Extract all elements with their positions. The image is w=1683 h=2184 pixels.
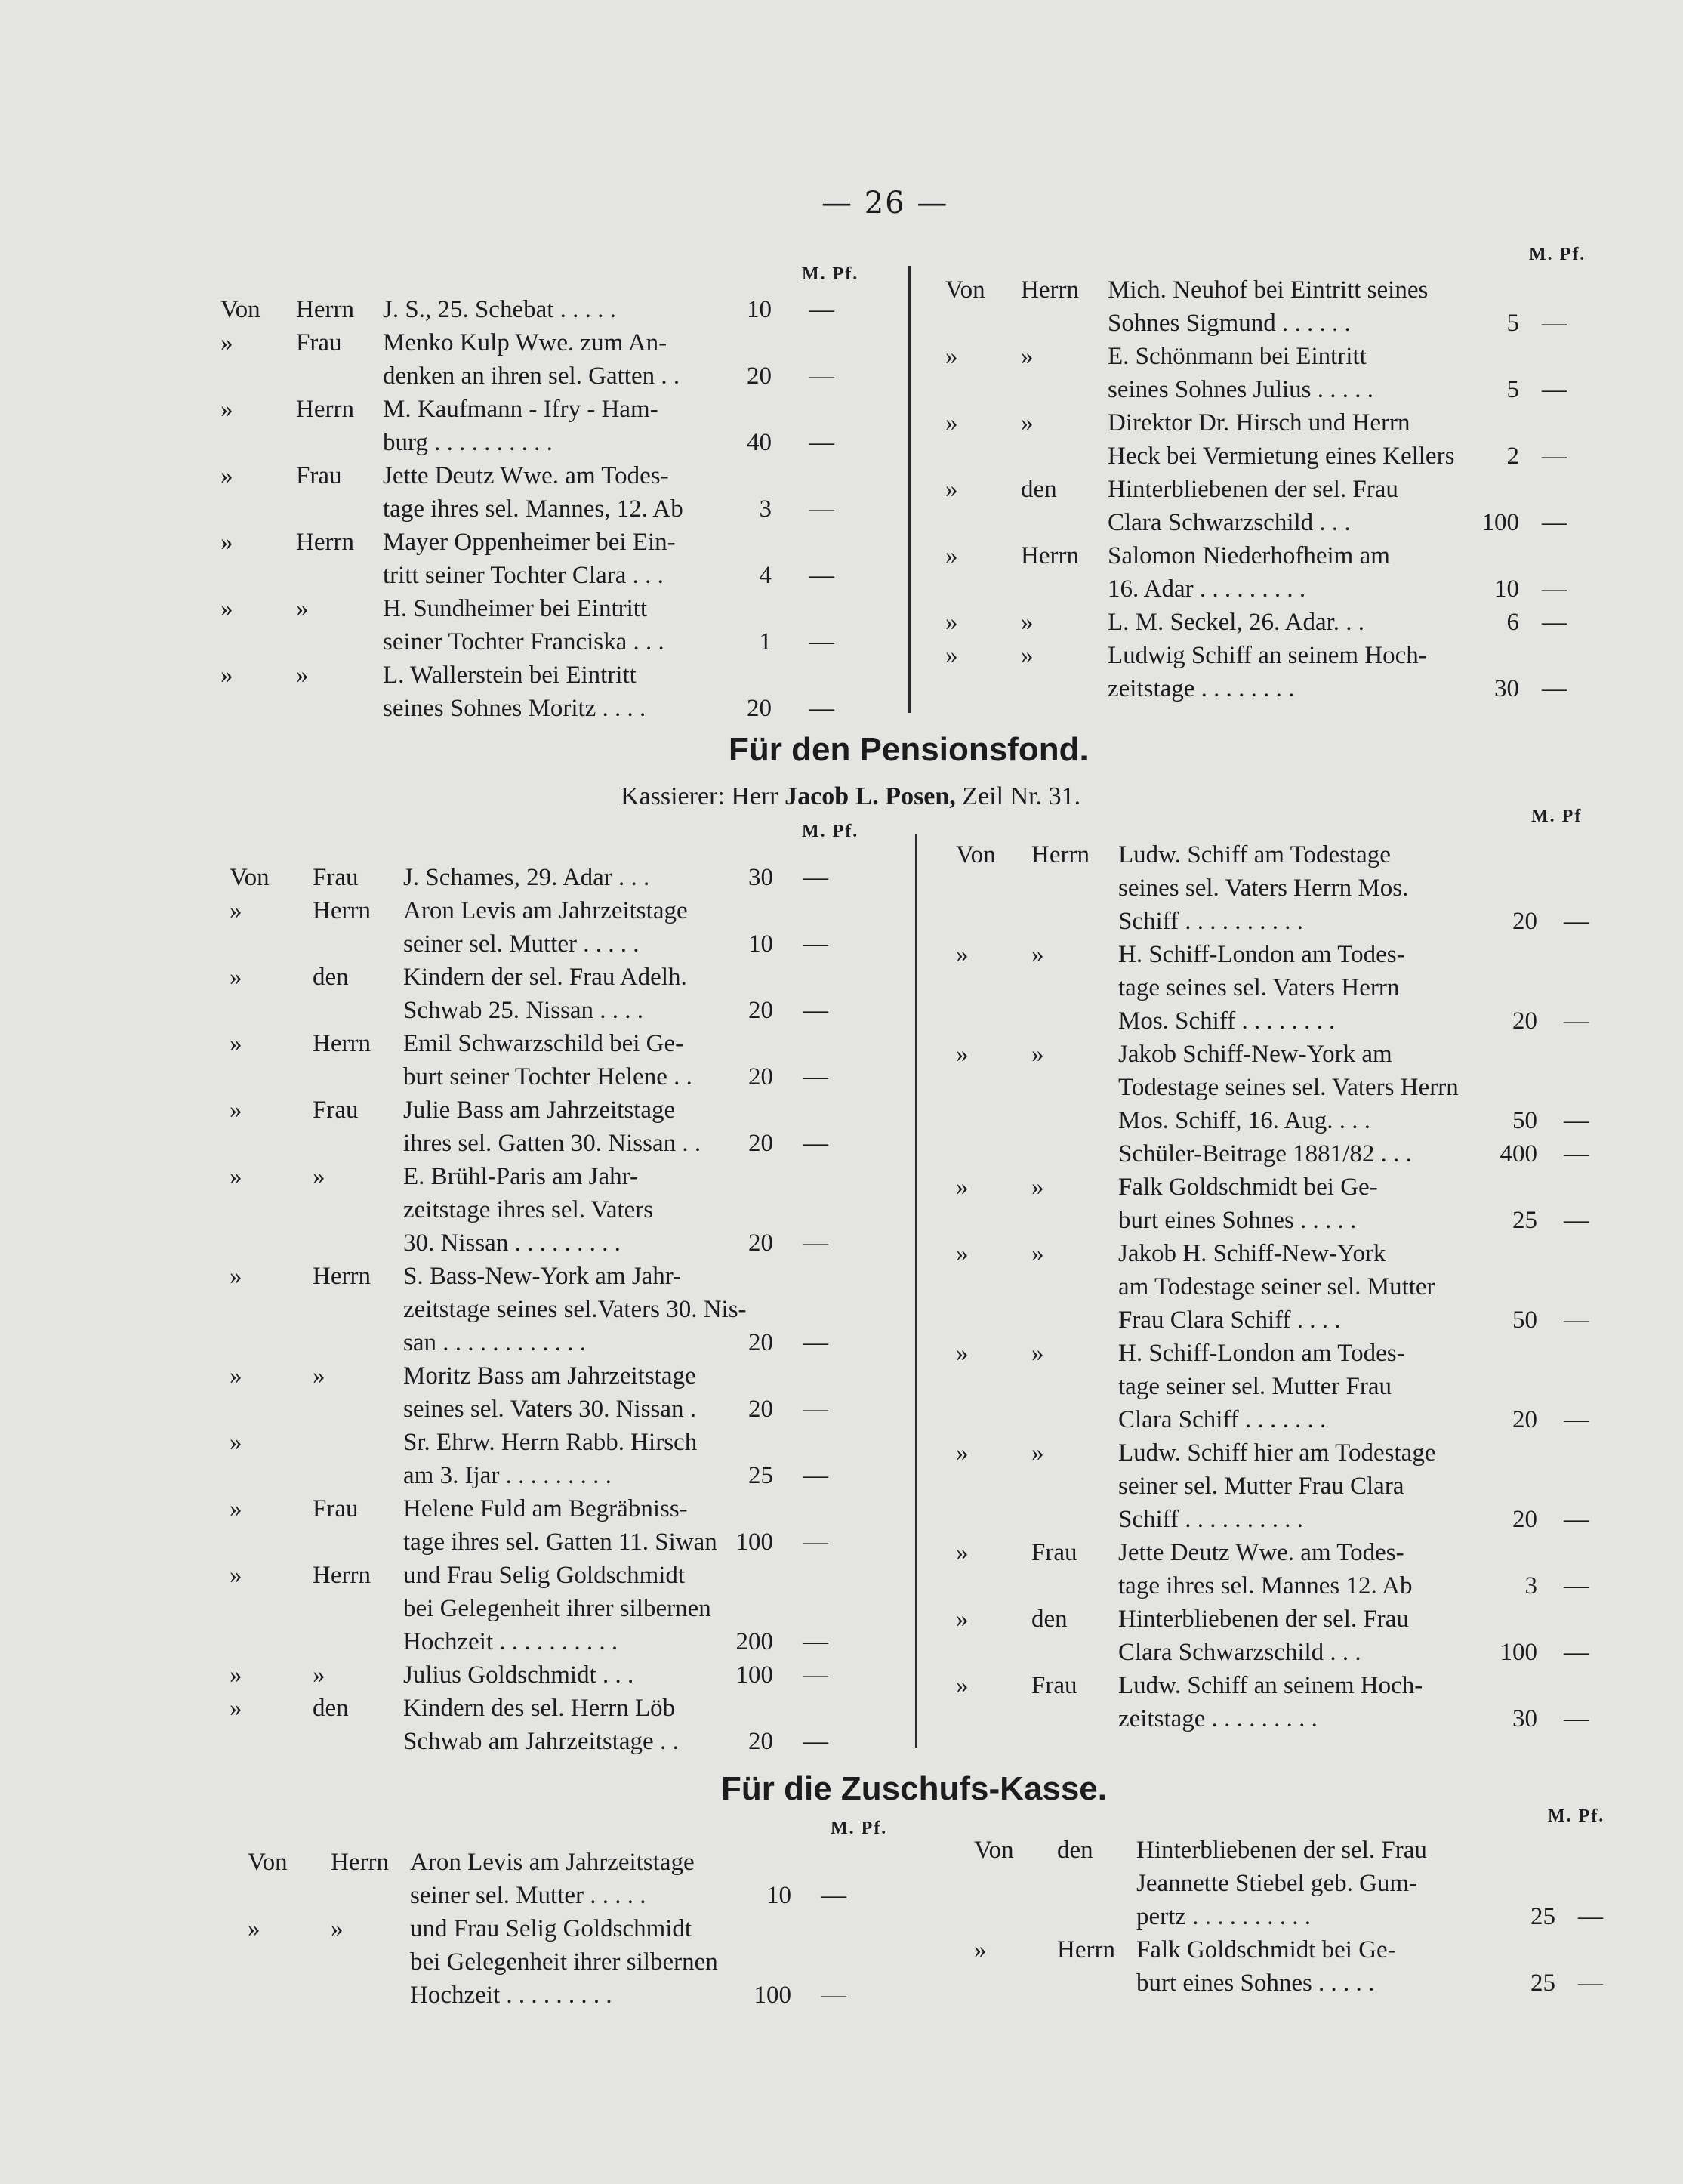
entry-pfennig-dash: — <box>1578 1970 1603 1997</box>
entry-prefix: » <box>230 1263 242 1290</box>
entry-text: Clara Schwarzschild . . . <box>1108 509 1351 536</box>
entry-amount: 20 <box>748 1130 773 1157</box>
entry-text: seines Sohnes Julius . . . . . <box>1108 376 1374 403</box>
entry-text: Sr. Ehrw. Herrn Rabb. Hirsch <box>403 1429 698 1456</box>
entry-pfennig-dash: — <box>1542 443 1567 470</box>
entry-title: » <box>313 1362 325 1390</box>
entry-amount: 20 <box>747 362 772 390</box>
entry-amount: 30 <box>1512 1705 1537 1732</box>
entry-amount: 30 <box>1494 675 1519 702</box>
entry-pfennig-dash: — <box>1564 1572 1589 1599</box>
entry-prefix: » <box>945 542 958 569</box>
entry-text: am 3. Ijar . . . . . . . . . <box>403 1462 612 1489</box>
entry-text: bei Gelegenheit ihrer silbernen <box>410 1948 718 1976</box>
entry-text: 30. Nissan . . . . . . . . . <box>403 1229 621 1257</box>
entry-text: Moritz Bass am Jahrzeitstage <box>403 1362 696 1390</box>
entry-text: san . . . . . . . . . . . . <box>403 1329 586 1356</box>
entry-amount: 25 <box>1530 1903 1555 1930</box>
entry-text: Frau Clara Schiff . . . . <box>1118 1306 1341 1334</box>
entry-amount: 100 <box>735 1661 773 1689</box>
entry-prefix: » <box>956 941 969 968</box>
entry-text: tage seiner sel. Mutter Frau <box>1118 1373 1392 1400</box>
entry-text: tage ihres sel. Gatten 11. Siwan <box>403 1528 717 1556</box>
cashier-name: Jacob L. Posen, <box>784 782 956 810</box>
entry-title: » <box>1021 343 1034 370</box>
entry-pfennig-dash: — <box>1564 1306 1589 1334</box>
entry-amount: 3 <box>1524 1572 1537 1599</box>
entry-text: Falk Goldschmidt bei Ge- <box>1136 1936 1396 1963</box>
entry-pfennig-dash: — <box>803 1528 828 1556</box>
entry-amount: 25 <box>1512 1207 1537 1234</box>
entry-prefix: » <box>230 1362 242 1390</box>
entry-prefix: Von <box>220 296 260 323</box>
entry-title: Herrn <box>296 529 354 556</box>
entry-amount: 20 <box>1512 1007 1537 1035</box>
entry-title: » <box>331 1915 344 1942</box>
entry-amount: 2 <box>1506 443 1519 470</box>
entry-text: 16. Adar . . . . . . . . . <box>1108 575 1306 603</box>
entry-pfennig-dash: — <box>1542 509 1567 536</box>
entry-prefix: Von <box>945 276 985 304</box>
entry-pfennig-dash: — <box>803 1063 828 1090</box>
entry-text: Ludw. Schiff am Todestage <box>1118 841 1391 868</box>
entry-text: zeitstage ihres sel. Vaters <box>403 1196 654 1223</box>
entry-prefix: » <box>220 662 233 689</box>
entry-title: » <box>296 595 309 622</box>
entry-prefix: Von <box>248 1849 288 1876</box>
entry-text: E. Schönmann bei Eintritt <box>1108 343 1367 370</box>
entry-text: H. Sundheimer bei Eintritt <box>383 595 648 622</box>
entry-prefix: » <box>230 1695 242 1722</box>
entry-amount: 1 <box>759 628 772 656</box>
entry-amount: 20 <box>748 1728 773 1755</box>
entry-pfennig-dash: — <box>1564 1007 1589 1035</box>
entry-pfennig-dash: — <box>803 864 828 891</box>
entry-text: Heck bei Vermietung eines Kellers <box>1108 443 1455 470</box>
column-divider-top <box>908 266 911 713</box>
entry-amount: 25 <box>1530 1970 1555 1997</box>
entry-title: » <box>1021 409 1034 436</box>
entry-text: seines sel. Vaters Herrn Mos. <box>1118 875 1409 902</box>
entry-text: Schiff . . . . . . . . . . <box>1118 1506 1304 1533</box>
entry-pfennig-dash: — <box>1542 376 1567 403</box>
col-header-pension-left: M. Pf. <box>802 822 859 841</box>
entry-prefix: » <box>956 1539 969 1566</box>
entry-prefix: » <box>248 1915 260 1942</box>
entry-title: » <box>296 662 309 689</box>
entry-prefix: » <box>945 409 958 436</box>
entry-text: Jette Deutz Wwe. am Todes- <box>1118 1539 1404 1566</box>
entry-text: bei Gelegenheit ihrer silbernen <box>403 1595 711 1622</box>
entry-text: und Frau Selig Goldschmidt <box>410 1915 692 1942</box>
entry-text: am Todestage seiner sel. Mutter <box>1118 1273 1435 1300</box>
entry-text: Aron Levis am Jahrzeitstage <box>410 1849 695 1876</box>
entry-text: Julius Goldschmidt . . . <box>403 1661 634 1689</box>
entry-amount: 20 <box>1512 1406 1537 1433</box>
entry-title: Herrn <box>1021 276 1079 304</box>
entry-text: seiner sel. Mutter Frau Clara <box>1118 1473 1404 1500</box>
entry-title: » <box>313 1163 325 1190</box>
entry-pfennig-dash: — <box>1564 1140 1589 1168</box>
entry-title: » <box>1031 941 1044 968</box>
entry-amount: 10 <box>766 1882 791 1909</box>
entry-pfennig-dash: — <box>803 1229 828 1257</box>
entry-text: L. Wallerstein bei Eintritt <box>383 662 637 689</box>
entry-amount: 10 <box>747 296 772 323</box>
entry-text: Hinterbliebenen der sel. Frau <box>1118 1606 1409 1633</box>
entry-title: den <box>1031 1606 1068 1633</box>
entry-text: burt eines Sohnes . . . . . <box>1118 1207 1357 1234</box>
entry-text: L. M. Seckel, 26. Adar. . . <box>1108 609 1365 636</box>
section-title-zuschuss: Für die Zuschufs-Kasse. <box>721 1770 1108 1807</box>
entry-title: Herrn <box>1021 542 1079 569</box>
entry-pfennig-dash: — <box>803 1628 828 1655</box>
entry-text: Clara Schiff . . . . . . . <box>1118 1406 1327 1433</box>
entry-title: » <box>1031 1240 1044 1267</box>
cashier-prefix: Kassierer: Herr <box>621 782 778 810</box>
entry-text: Jakob Schiff-New-York am <box>1118 1041 1392 1068</box>
entry-text: J. Schames, 29. Adar . . . <box>403 864 650 891</box>
entry-pfennig-dash: — <box>1564 1406 1589 1433</box>
entry-text: zeitstage . . . . . . . . . <box>1118 1705 1318 1732</box>
column-divider-pension <box>915 834 917 1748</box>
entry-text: J. S., 25. Schebat . . . . . <box>383 296 616 323</box>
entry-pfennig-dash: — <box>1542 575 1567 603</box>
entry-prefix: » <box>945 609 958 636</box>
entry-prefix: » <box>956 1606 969 1633</box>
entry-title: Frau <box>313 864 359 891</box>
entry-title: » <box>1031 1174 1044 1201</box>
entry-text: Direktor Dr. Hirsch und Herrn <box>1108 409 1410 436</box>
entry-amount: 20 <box>1512 1506 1537 1533</box>
entry-amount: 50 <box>1512 1107 1537 1134</box>
entry-title: » <box>1021 609 1034 636</box>
entry-title: Frau <box>1031 1539 1077 1566</box>
entry-title: » <box>313 1661 325 1689</box>
entry-text: Mos. Schiff . . . . . . . . <box>1118 1007 1336 1035</box>
entry-amount: 20 <box>748 1063 773 1090</box>
entry-amount: 40 <box>747 429 772 456</box>
entry-text: Schiff . . . . . . . . . . <box>1118 908 1304 935</box>
entry-prefix: » <box>230 964 242 991</box>
entry-title: Herrn <box>313 897 371 924</box>
entry-pfennig-dash: — <box>803 1329 828 1356</box>
entry-text: Hochzeit . . . . . . . . . <box>410 1982 612 2009</box>
col-header-top-right: M. Pf. <box>1529 245 1586 264</box>
entry-title: Frau <box>1031 1672 1077 1699</box>
entry-title: Herrn <box>331 1849 389 1876</box>
entry-amount: 20 <box>748 1329 773 1356</box>
entry-amount: 6 <box>1506 609 1519 636</box>
entry-pfennig-dash: — <box>1542 310 1567 337</box>
entry-pfennig-dash: — <box>1542 675 1567 702</box>
entry-prefix: » <box>230 1562 242 1589</box>
cashier-address: Zeil Nr. 31. <box>962 782 1081 810</box>
entry-pfennig-dash: — <box>803 1396 828 1423</box>
entry-amount: 20 <box>1512 908 1537 935</box>
entry-pfennig-dash: — <box>803 930 828 958</box>
entry-text: Schwab 25. Nissan . . . . <box>403 997 644 1024</box>
entry-prefix: » <box>220 529 233 556</box>
entry-text: Ludw. Schiff an seinem Hoch- <box>1118 1672 1423 1699</box>
entry-amount: 30 <box>748 864 773 891</box>
entry-prefix: » <box>956 1174 969 1201</box>
entry-amount: 5 <box>1506 310 1519 337</box>
entry-prefix: » <box>230 1097 242 1124</box>
entry-pfennig-dash: — <box>821 1982 846 2009</box>
entry-text: ihres sel. Gatten 30. Nissan . . <box>403 1130 701 1157</box>
section-title-pension: Für den Pensionsfond. <box>729 731 1089 768</box>
entry-title: Herrn <box>313 1562 371 1589</box>
entry-prefix: » <box>956 1041 969 1068</box>
entry-text: tage seines sel. Vaters Herrn <box>1118 974 1400 1001</box>
entry-pfennig-dash: — <box>803 997 828 1024</box>
entry-amount: 10 <box>748 930 773 958</box>
entry-text: pertz . . . . . . . . . . <box>1136 1903 1311 1930</box>
entry-title: Herrn <box>313 1030 371 1057</box>
entry-text: Hochzeit . . . . . . . . . . <box>403 1628 618 1655</box>
entry-prefix: Von <box>974 1837 1014 1864</box>
entry-text: seiner sel. Mutter . . . . . <box>410 1882 646 1909</box>
entry-prefix: » <box>945 476 958 503</box>
entry-pfennig-dash: — <box>1564 908 1589 935</box>
entry-title: den <box>1021 476 1057 503</box>
entry-prefix: » <box>220 462 233 489</box>
entry-amount: 5 <box>1506 376 1519 403</box>
entry-pfennig-dash: — <box>809 695 834 722</box>
entry-text: H. Schiff-London am Todes- <box>1118 1340 1405 1367</box>
entry-prefix: » <box>956 1439 969 1467</box>
entry-prefix: » <box>230 1163 242 1190</box>
entry-text: Hinterbliebenen der sel. Frau <box>1136 1837 1427 1864</box>
entry-prefix: » <box>974 1936 987 1963</box>
entry-pfennig-dash: — <box>1564 1705 1589 1732</box>
entry-amount: 4 <box>759 562 772 589</box>
entry-pfennig-dash: — <box>821 1882 846 1909</box>
entry-title: » <box>1031 1041 1044 1068</box>
entry-text: Aron Levis am Jahrzeitstage <box>403 897 688 924</box>
entry-text: Helene Fuld am Begräbniss- <box>403 1495 688 1522</box>
col-header-top-left: M. Pf. <box>802 264 859 284</box>
entry-amount: 100 <box>1481 509 1519 536</box>
entry-pfennig-dash: — <box>809 362 834 390</box>
entry-amount: 50 <box>1512 1306 1537 1334</box>
entry-text: Clara Schwarzschild . . . <box>1118 1639 1361 1666</box>
entry-text: E. Brühl-Paris am Jahr- <box>403 1163 638 1190</box>
entry-text: Falk Goldschmidt bei Ge- <box>1118 1174 1378 1201</box>
entry-text: Mos. Schiff, 16. Aug. . . . <box>1118 1107 1370 1134</box>
entry-text: zeitstage seines sel.Vaters 30. Nis- <box>403 1296 747 1323</box>
entry-title: Herrn <box>296 296 354 323</box>
entry-prefix: » <box>220 396 233 423</box>
entry-text: Menko Kulp Wwe. zum An- <box>383 329 667 356</box>
entry-text: S. Bass-New-York am Jahr- <box>403 1263 682 1290</box>
entry-amount: 100 <box>754 1982 791 2009</box>
entry-pfennig-dash: — <box>803 1661 828 1689</box>
entry-text: seiner sel. Mutter . . . . . <box>403 930 640 958</box>
entry-pfennig-dash: — <box>1542 609 1567 636</box>
entry-pfennig-dash: — <box>803 1130 828 1157</box>
entry-text: M. Kaufmann - Ifry - Ham- <box>383 396 658 423</box>
entry-text: seiner Tochter Franciska . . . <box>383 628 664 656</box>
entry-prefix: Von <box>956 841 996 868</box>
entry-pfennig-dash: — <box>809 296 834 323</box>
entry-amount: 25 <box>748 1462 773 1489</box>
col-header-zuschuss-right: M. Pf. <box>1548 1806 1605 1826</box>
entry-text: burg . . . . . . . . . . <box>383 429 553 456</box>
entry-pfennig-dash: — <box>1564 1107 1589 1134</box>
entry-text: tage ihres sel. Mannes, 12. Ab <box>383 495 683 523</box>
entry-amount: 20 <box>747 695 772 722</box>
entry-text: seines Sohnes Moritz . . . . <box>383 695 646 722</box>
entry-text: Schwab am Jahrzeitstage . . <box>403 1728 679 1755</box>
entry-text: Mich. Neuhof bei Eintritt seines <box>1108 276 1429 304</box>
entry-prefix: » <box>220 595 233 622</box>
entry-text: Kindern des sel. Herrn Löb <box>403 1695 676 1722</box>
entry-text: Mayer Oppenheimer bei Ein- <box>383 529 676 556</box>
entry-pfennig-dash: — <box>809 429 834 456</box>
entry-amount: 100 <box>735 1528 773 1556</box>
entry-prefix: » <box>220 329 233 356</box>
entry-text: burt seiner Tochter Helene . . <box>403 1063 692 1090</box>
entry-text: Jakob H. Schiff-New-York <box>1118 1240 1386 1267</box>
entry-text: Jeannette Stiebel geb. Gum- <box>1136 1870 1418 1897</box>
entry-prefix: » <box>945 343 958 370</box>
entry-amount: 200 <box>735 1628 773 1655</box>
entry-title: Frau <box>296 329 342 356</box>
entry-pfennig-dash: — <box>809 628 834 656</box>
col-header-pension-right: M. Pf <box>1531 807 1583 826</box>
cashier-line <box>621 782 1080 811</box>
entry-text: Emil Schwarzschild bei Ge- <box>403 1030 684 1057</box>
entry-title: » <box>1031 1439 1044 1467</box>
entry-title: Frau <box>313 1495 359 1522</box>
col-header-zuschuss-left: M. Pf. <box>831 1818 888 1838</box>
entry-title: Herrn <box>1057 1936 1115 1963</box>
entry-text: Julie Bass am Jahrzeitstage <box>403 1097 676 1124</box>
entry-title: Frau <box>296 462 342 489</box>
entry-title: den <box>313 964 349 991</box>
entry-prefix: » <box>230 1495 242 1522</box>
entry-amount: 10 <box>1494 575 1519 603</box>
entry-amount: 20 <box>748 1229 773 1257</box>
entry-title: Herrn <box>1031 841 1090 868</box>
entry-title: den <box>1057 1837 1093 1864</box>
entry-text: tage ihres sel. Mannes 12. Ab <box>1118 1572 1413 1599</box>
entry-text: tritt seiner Tochter Clara . . . <box>383 562 664 589</box>
entry-text: denken an ihren sel. Gatten . . <box>383 362 680 390</box>
entry-text: Ludw. Schiff hier am Todestage <box>1118 1439 1436 1467</box>
entry-title: » <box>1031 1340 1044 1367</box>
entry-text: Ludwig Schiff an seinem Hoch- <box>1108 642 1427 669</box>
entry-prefix: » <box>956 1672 969 1699</box>
entry-text: Sohnes Sigmund . . . . . . <box>1108 310 1351 337</box>
entry-text: Hinterbliebenen der sel. Frau <box>1108 476 1398 503</box>
entry-amount: 100 <box>1500 1639 1537 1666</box>
entry-text: zeitstage . . . . . . . . <box>1108 675 1295 702</box>
entry-pfennig-dash: — <box>1564 1506 1589 1533</box>
entry-prefix: » <box>230 897 242 924</box>
entry-prefix: » <box>945 642 958 669</box>
entry-pfennig-dash: — <box>1578 1903 1603 1930</box>
entry-prefix: Von <box>230 864 270 891</box>
entry-prefix: » <box>956 1340 969 1367</box>
entry-pfennig-dash: — <box>803 1462 828 1489</box>
entry-text: burt eines Sohnes . . . . . <box>1136 1970 1375 1997</box>
entry-title: » <box>1021 642 1034 669</box>
entry-prefix: » <box>230 1429 242 1456</box>
entry-prefix: » <box>230 1661 242 1689</box>
entry-text: Schüler-Beitrage 1881/82 . . . <box>1118 1140 1412 1168</box>
entry-text: Kindern der sel. Frau Adelh. <box>403 964 687 991</box>
entry-amount: 400 <box>1500 1140 1537 1168</box>
entry-text: H. Schiff-London am Todes- <box>1118 941 1405 968</box>
entry-prefix: » <box>956 1240 969 1267</box>
entry-text: seines sel. Vaters 30. Nissan . <box>403 1396 697 1423</box>
entry-text: Todestage seines sel. Vaters Herrn <box>1118 1074 1459 1101</box>
entry-pfennig-dash: — <box>809 495 834 523</box>
entry-title: Herrn <box>296 396 354 423</box>
entry-amount: 20 <box>748 1396 773 1423</box>
page-number: — 26 — <box>821 186 949 221</box>
entry-text: Jette Deutz Wwe. am Todes- <box>383 462 669 489</box>
entry-prefix: » <box>230 1030 242 1057</box>
entry-pfennig-dash: — <box>809 562 834 589</box>
entry-title: Frau <box>313 1097 359 1124</box>
entry-amount: 3 <box>759 495 772 523</box>
entry-title: den <box>313 1695 349 1722</box>
entry-pfennig-dash: — <box>1564 1207 1589 1234</box>
entry-pfennig-dash: — <box>1564 1639 1589 1666</box>
entry-text: Salomon Niederhofheim am <box>1108 542 1390 569</box>
entry-amount: 20 <box>748 997 773 1024</box>
entry-pfennig-dash: — <box>803 1728 828 1755</box>
entry-title: Herrn <box>313 1263 371 1290</box>
entry-text: und Frau Selig Goldschmidt <box>403 1562 686 1589</box>
